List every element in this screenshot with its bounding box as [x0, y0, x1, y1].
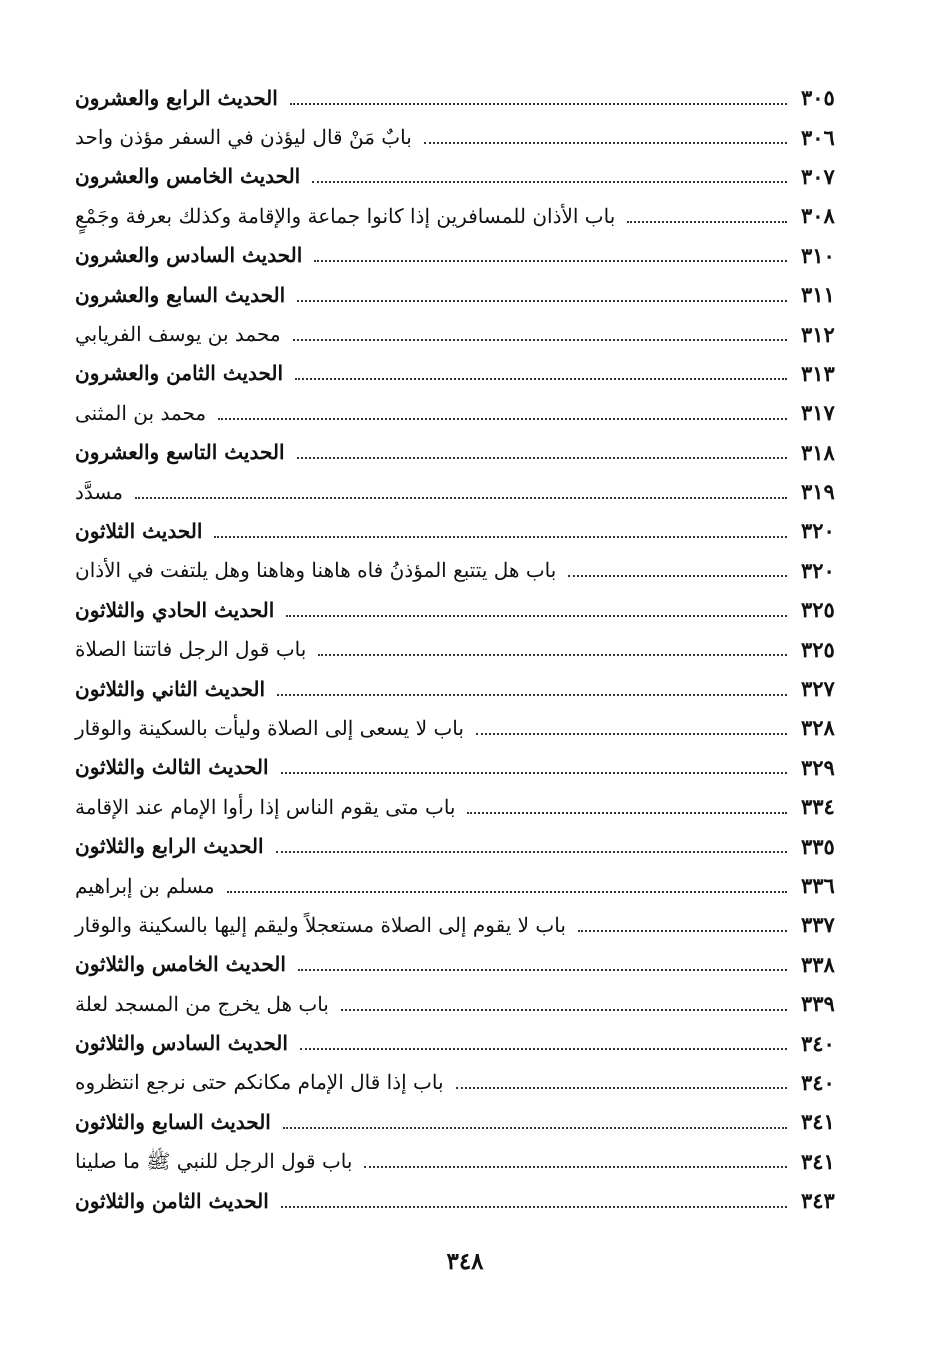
dot-leader — [341, 1009, 787, 1011]
toc-entry-title: باب لا يسعى إلى الصلاة وليأت بالسكينة والوقار — [75, 715, 464, 740]
toc-entry — [75, 1023, 845, 1062]
toc-entry-title: الحديث الثامن والعشرون — [75, 361, 284, 386]
dot-leader — [293, 339, 787, 341]
dot-leader — [277, 694, 787, 696]
toc-entry-page: ٣١٢ — [801, 321, 835, 347]
toc-entry-title: الحديث السابع والثلاثون — [75, 1109, 271, 1134]
table-of-contents — [75, 78, 845, 1220]
toc-entry — [75, 472, 845, 511]
dot-leader — [276, 851, 787, 853]
dot-leader — [297, 300, 787, 302]
toc-entry-title: مسلم بن إبراهيم — [75, 873, 215, 898]
toc-entry — [75, 787, 845, 826]
toc-entry — [75, 275, 845, 314]
toc-entry-title: محمد بن المثنى — [75, 400, 207, 425]
toc-entry — [75, 590, 845, 629]
toc-entry — [75, 866, 845, 905]
toc-entry-page: ٣٣٧ — [801, 912, 835, 938]
toc-entry — [75, 669, 845, 708]
toc-entry-title: بابٌ مَنْ قال ليؤذن في السفر مؤذن واحد — [75, 125, 412, 150]
dot-leader — [300, 1048, 787, 1050]
toc-entry-page: ٣٤٠ — [801, 1030, 835, 1056]
toc-entry-page: ٣١٠ — [801, 242, 835, 268]
toc-entry-title: الحديث الثالث والثلاثون — [75, 755, 269, 780]
dot-leader — [456, 1087, 787, 1089]
toc-entry-title: باب متى يقوم الناس إذا رأوا الإمام عند الإقامة — [75, 794, 456, 819]
toc-entry-title: محمد بن يوسف الفريابي — [75, 322, 281, 347]
toc-entry-page: ٣٢٠ — [801, 557, 835, 583]
toc-entry — [75, 354, 845, 393]
page-number: ٣٤٨ — [446, 1248, 484, 1275]
toc-entry-title: الحديث الحادي والثلاثون — [75, 597, 275, 622]
toc-entry — [75, 1142, 845, 1181]
dot-leader — [290, 103, 787, 105]
dot-leader — [364, 1166, 787, 1168]
dot-leader — [218, 418, 787, 420]
toc-entry — [75, 196, 845, 235]
dot-leader — [283, 1127, 787, 1129]
dot-leader — [281, 772, 787, 774]
toc-entry-title: الحديث الثاني والثلاثون — [75, 676, 266, 701]
toc-entry-title: الحديث السابع والعشرون — [75, 282, 286, 307]
toc-entry-page: ٣١٧ — [801, 400, 835, 426]
toc-entry-page: ٣٢٠ — [801, 518, 835, 544]
toc-entry-title: باب إذا قال الإمام مكانكم حتى نرجع انتظروه — [75, 1070, 444, 1095]
toc-entry-page: ٣٠٨ — [801, 203, 835, 229]
toc-entry — [75, 1181, 845, 1220]
toc-entry-title: الحديث الخامس والعشرون — [75, 164, 301, 189]
dot-leader — [135, 497, 787, 499]
toc-entry — [75, 708, 845, 747]
toc-entry-title: باب هل يخرج من المسجد لعلة — [75, 991, 329, 1016]
toc-entry-title: باب الأذان للمسافرين إذا كانوا جماعة والإقامة وكذلك بعرفة وجَمْعٍ — [75, 203, 616, 228]
dot-leader — [281, 1206, 787, 1208]
dot-leader — [578, 930, 787, 932]
toc-entry-title: مسدَّد — [75, 479, 123, 504]
toc-entry-title: الحديث الخامس والثلاثون — [75, 952, 286, 977]
toc-entry — [75, 748, 845, 787]
toc-entry-page: ٣٢٥ — [801, 597, 835, 623]
toc-entry — [75, 984, 845, 1023]
toc-entry — [75, 433, 845, 472]
toc-entry-page: ٣٤٣ — [801, 1188, 835, 1214]
toc-entry — [75, 551, 845, 590]
toc-entry-title: الحديث الثلاثون — [75, 518, 203, 543]
dot-leader — [298, 969, 787, 971]
toc-entry — [75, 157, 845, 196]
toc-entry — [75, 236, 845, 275]
toc-entry-title: الحديث السادس والثلاثون — [75, 1031, 288, 1056]
toc-entry-page: ٣٣٥ — [801, 833, 835, 859]
dot-leader — [214, 536, 787, 538]
toc-entry-page: ٣٣٤ — [801, 794, 835, 820]
toc-entry — [75, 393, 845, 432]
toc-entry-title: باب هل يتتبع المؤذنُ فاه هاهنا وهاهنا وهل يلتفت في الأذان — [75, 558, 557, 583]
dot-leader — [312, 181, 787, 183]
toc-entry-title: الحديث الرابع والثلاثون — [75, 834, 264, 859]
toc-entry — [75, 511, 845, 550]
dot-leader — [286, 615, 787, 617]
toc-entry — [75, 905, 845, 944]
toc-entry-page: ٣٤١ — [801, 1109, 835, 1135]
toc-entry-page: ٣٠٦ — [801, 124, 835, 150]
dot-leader — [424, 142, 787, 144]
toc-entry-page: ٣٤٠ — [801, 1069, 835, 1095]
toc-entry-page: ٣١٩ — [801, 479, 835, 505]
toc-entry-title: باب قول الرجل للنبي ﷺ ما صلينا — [75, 1149, 353, 1174]
dot-leader — [295, 378, 787, 380]
toc-entry-page: ٣٠٥ — [801, 85, 835, 111]
toc-entry-title: الحديث التاسع والعشرون — [75, 440, 285, 465]
toc-entry-page: ٣٢٩ — [801, 754, 835, 780]
toc-entry — [75, 314, 845, 353]
toc-entry — [75, 945, 845, 984]
toc-entry-page: ٣٠٧ — [801, 163, 835, 189]
toc-entry — [75, 1063, 845, 1102]
dot-leader — [318, 654, 787, 656]
toc-entry-page: ٣٢٨ — [801, 715, 835, 741]
toc-entry-page: ٣٤١ — [801, 1148, 835, 1174]
toc-entry — [75, 78, 845, 117]
toc-entry-page: ٣٣٦ — [801, 873, 835, 898]
toc-entry-page: ٣١٣ — [801, 360, 835, 386]
toc-entry-title: باب لا يقوم إلى الصلاة مستعجلاً وليقم إليها بالسكينة والوقار — [75, 912, 566, 937]
toc-entry-page: ٣٣٨ — [801, 951, 835, 977]
toc-entry-title: الحديث السادس والعشرون — [75, 243, 303, 268]
dot-leader — [467, 812, 787, 814]
dot-leader — [297, 457, 787, 459]
toc-entry-title: باب قول الرجل فاتتنا الصلاة — [75, 637, 307, 662]
toc-entry-title: الحديث الرابع والعشرون — [75, 85, 278, 110]
dot-leader — [314, 260, 787, 262]
toc-entry-page: ٣١٨ — [801, 439, 835, 465]
toc-entry — [75, 1102, 845, 1141]
toc-entry-title: الحديث الثامن والثلاثون — [75, 1188, 269, 1213]
dot-leader — [568, 575, 787, 577]
dot-leader — [476, 733, 787, 735]
dot-leader — [627, 221, 787, 223]
toc-entry — [75, 117, 845, 156]
toc-entry-page: ٣١١ — [801, 282, 835, 308]
toc-entry-page: ٣٢٧ — [801, 676, 835, 702]
toc-entry — [75, 629, 845, 668]
dot-leader — [227, 891, 787, 893]
toc-entry-page: ٣٣٩ — [801, 991, 835, 1017]
toc-entry — [75, 826, 845, 865]
toc-entry-page: ٣٢٥ — [801, 636, 835, 662]
